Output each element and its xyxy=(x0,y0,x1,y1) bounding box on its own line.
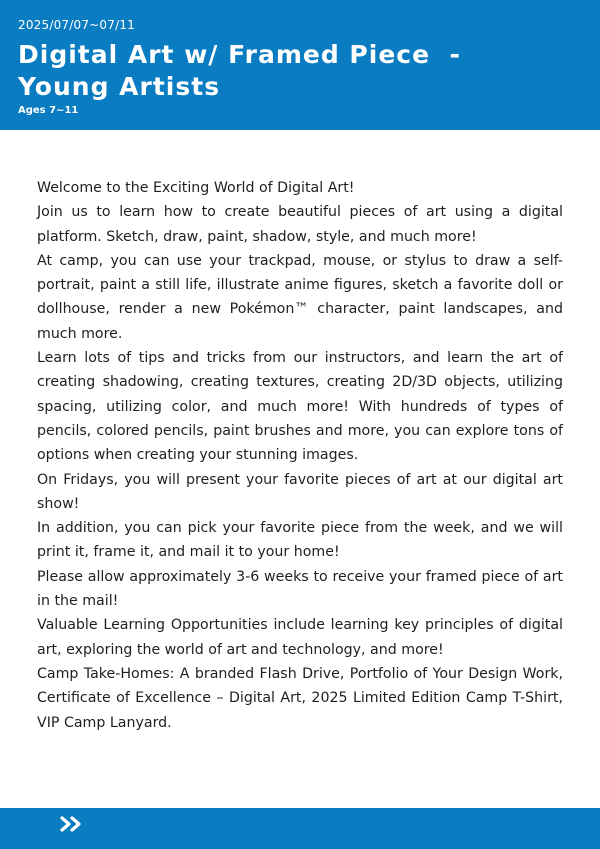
camp-dates: 2025/07/07~07/11 xyxy=(18,18,136,32)
paragraph-take-homes: Camp Take-Homes: A branded Flash Drive, Portfolio of Your Design Work, Certificate of Excellence – Digital Art, 2025 Limited Edition Camp T-Shirt, VIP Camp Lanyard. xyxy=(37,665,563,731)
paragraph-shipping: Please allow approximately 3-6 weeks to receive your framed piece of art in the mail! xyxy=(37,568,563,610)
paragraph-fridays: On Fridays, you will present your favorite pieces of art at our digital art show! xyxy=(37,471,563,512)
paragraph-learning: Valuable Learning Opportunities include learning key principles of digital art, exploring the world of art and technology, and more! xyxy=(37,617,563,658)
paragraph-framing: In addition, you can pick your favorite piece from the week, and we will print it, frame it, and mail it to your home! xyxy=(37,520,563,561)
double-chevron-right-icon xyxy=(60,816,86,832)
paragraph-welcome: Welcome to the Exciting World of Digital Art! xyxy=(37,180,355,196)
page-title: Digital Art w/ Framed Piece - Young Artists xyxy=(18,40,461,101)
header-banner xyxy=(0,0,600,130)
paragraph-at-camp: At camp, you can use your trackpad, mouse, or stylus to draw a self-portrait, paint a still life, illustrate anime figures, sketch a favorite doll or dollhouse, render a new Pokémon™ character, paint landscapes, and much more. xyxy=(37,252,563,342)
age-range: Ages 7~11 xyxy=(18,105,79,116)
footer-bar xyxy=(0,808,600,849)
paragraph-tips: Learn lots of tips and tricks from our instructors, and learn the art of creating shadowing, creating textures, creating 2D/3D objects, utilizing spacing, utilizing color, and much more! With hundreds of types of pencils, colored pencils, paint brushes and more, you can explore tons of options when creating your stunning images. xyxy=(37,350,563,464)
description-body xyxy=(37,176,563,735)
paragraph-join: Join us to learn how to create beautiful pieces of art using a digital platform. Sketch, draw, paint, shadow, style, and much more! xyxy=(37,204,563,245)
